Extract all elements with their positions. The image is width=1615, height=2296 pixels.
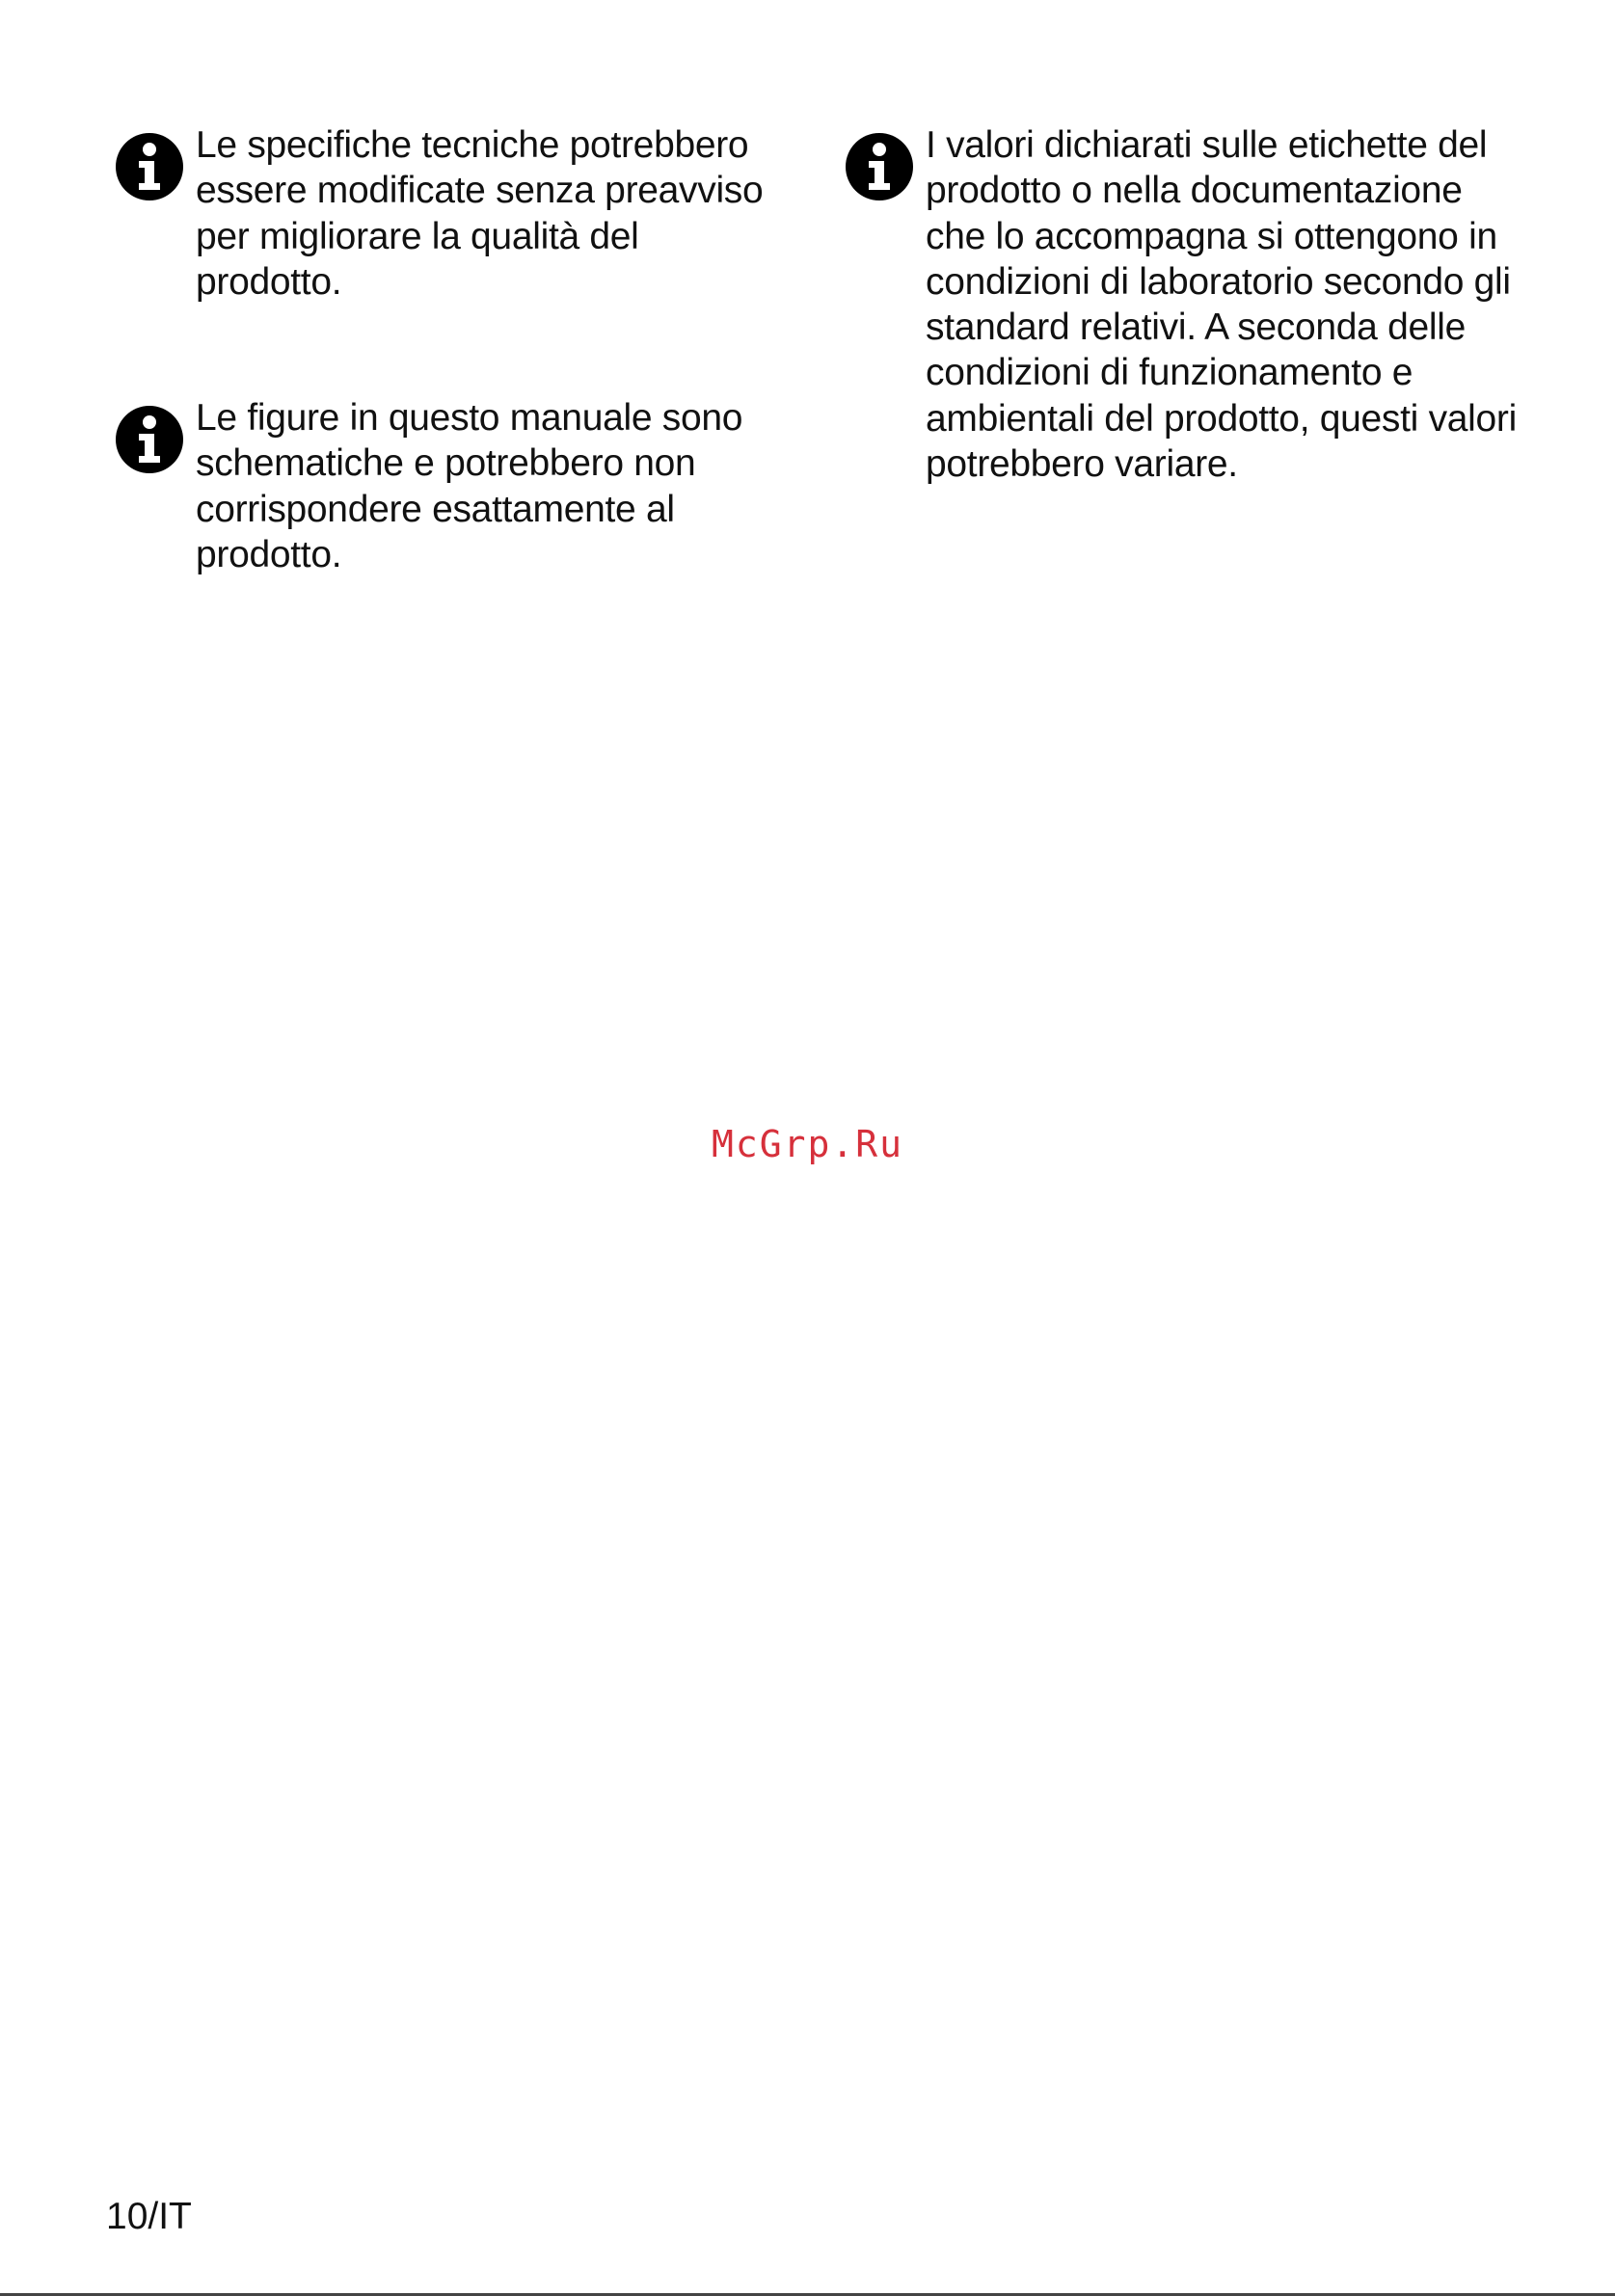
info-note-specifications — [115, 122, 790, 305]
page-number: 10/IT — [106, 2196, 192, 2237]
info-note-declared-values — [845, 122, 1520, 487]
info-note-text: Le figure in questo manuale sono schematiche e potrebbero non corrispondere esattamente al prodotto. — [196, 397, 743, 575]
info-note-text: I valori dichiarati sulle etichette del prodotto o nella documentazione che lo accompagna si ottengono in condizioni di laboratorio secondo gli standard relativi. A seconda delle condizioni di funzionamento e ambientali del prodotto, questi valori potrebbero variare. — [926, 124, 1517, 486]
info-note-figures — [115, 395, 790, 577]
info-icon — [845, 132, 914, 201]
info-note-text: Le specifiche tecniche potrebbero essere modificate senza preavviso per migliorare la qualità del prodotto. — [196, 124, 764, 303]
info-icon — [115, 132, 184, 201]
watermark: McGrp.Ru — [711, 1123, 904, 1165]
info-icon — [115, 405, 184, 474]
